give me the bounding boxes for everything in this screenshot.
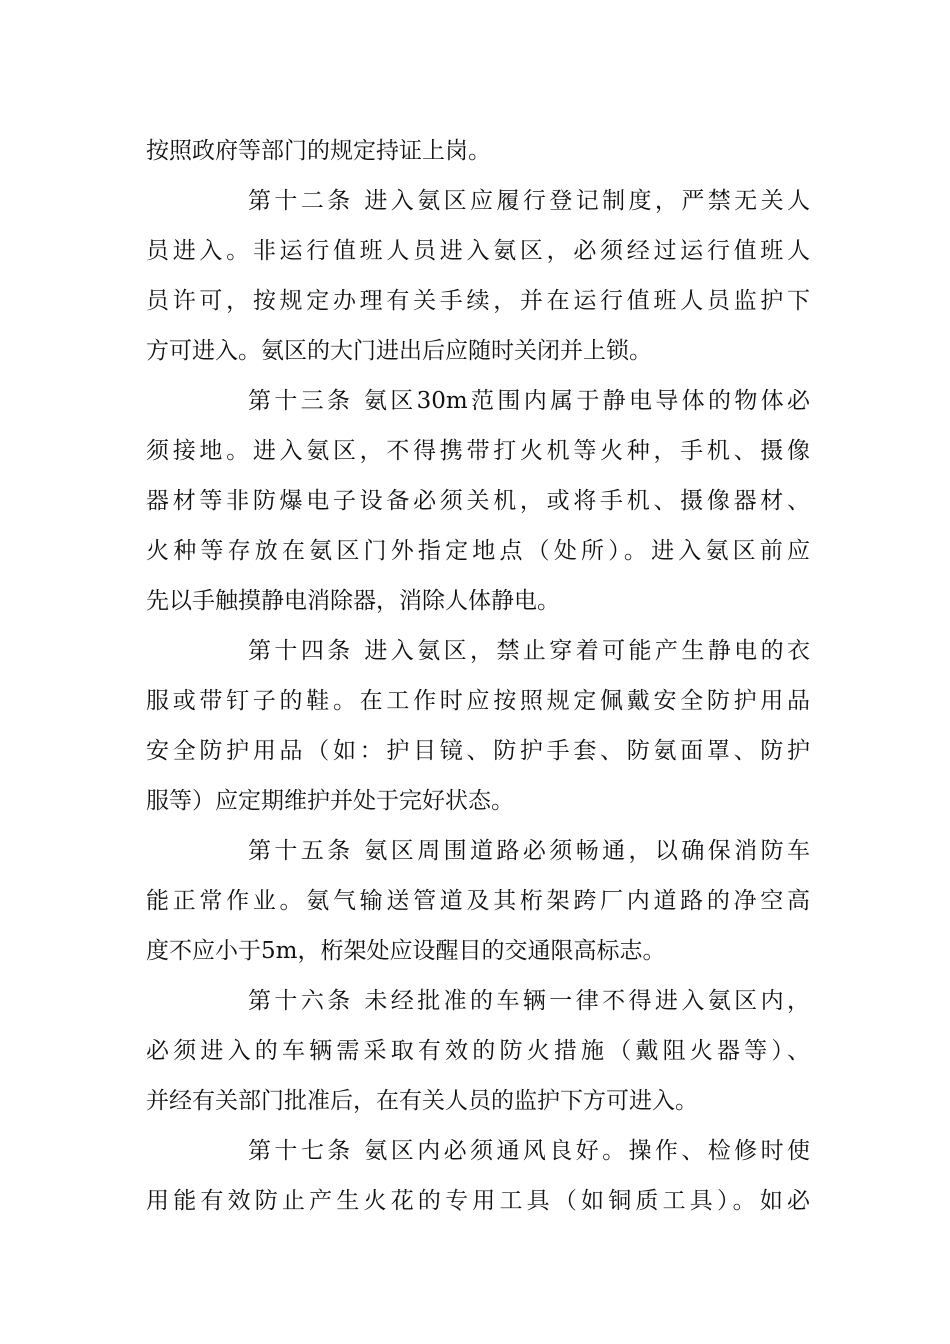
article-15-line-3: 度不应小于5m，桁架处应设醒目的交通限高标志。 [146, 938, 666, 964]
article-12-line-3: 员许可，按规定办理有关手续，并在运行值班人员监护下 [146, 288, 810, 314]
article-13-line-5: 先以手触摸静电消除器，消除人体静电。 [146, 588, 560, 614]
article-14-line-4: 服等）应定期维护并处于完好状态。 [146, 788, 514, 814]
article-13-line-3: 器材等非防爆电子设备必须关机，或将手机、摄像器材、 [146, 488, 810, 514]
article-14-line-2: 服或带钉子的鞋。在工作时应按照规定佩戴安全防护用品 [146, 688, 810, 714]
article-16-line-3: 并经有关部门批准后，在有关人员的监护下方可进入。 [146, 1088, 698, 1114]
article-12-line-4: 方可进入。氨区的大门进出后应随时关闭并上锁。 [146, 338, 652, 364]
article-16-line-2: 必须进入的车辆需采取有效的防火措施（戴阻火器等）、 [146, 1038, 810, 1064]
article-12-line-2: 员进入。非运行值班人员进入氨区，必须经过运行值班人 [146, 238, 810, 264]
article-13-line-4: 火种等存放在氨区门外指定地点（处所）。进入氨区前应 [146, 538, 810, 564]
article-16-line-1: 第十六条 未经批准的车辆一律不得进入氨区内， [248, 988, 810, 1014]
article-15-line-2: 能正常作业。氨气输送管道及其桁架跨厂内道路的净空高 [146, 888, 810, 914]
article-13-line-1: 第十三条 氨区30m范围内属于静电导体的物体必 [248, 388, 810, 414]
article-17-line-2: 用能有效防止产生火花的专用工具（如铜质工具）。如必 [146, 1188, 810, 1214]
article-17-line-1: 第十七条 氨区内必须通风良好。操作、检修时使 [248, 1138, 810, 1164]
text-line-1: 按照政府等部门的规定持证上岗。 [146, 138, 491, 164]
article-15-line-1: 第十五条 氨区周围道路必须畅通，以确保消防车 [248, 838, 810, 864]
article-14-line-3: 安全防护用品（如：护目镜、防护手套、防氨面罩、防护 [146, 738, 810, 764]
article-12-line-1: 第十二条 进入氨区应履行登记制度，严禁无关人 [248, 188, 810, 214]
article-13-line-2: 须接地。进入氨区，不得携带打火机等火种，手机、摄像 [146, 438, 810, 464]
article-14-line-1: 第十四条 进入氨区，禁止穿着可能产生静电的衣 [248, 638, 810, 664]
